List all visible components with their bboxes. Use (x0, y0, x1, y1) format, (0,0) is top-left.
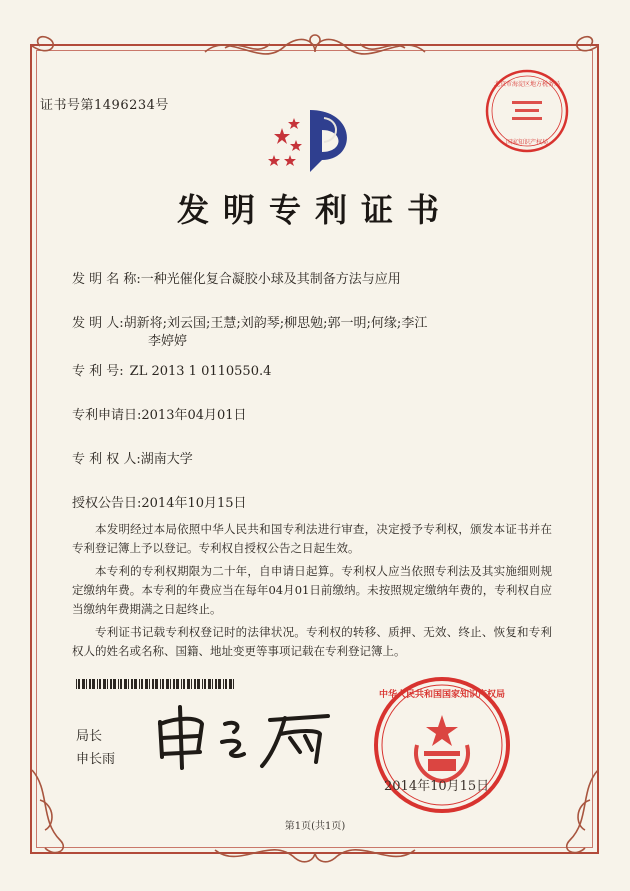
patent-number-value: ZL 2013 1 0110550.4 (129, 364, 272, 379)
body-paragraph: 本发明经过本局依照中华人民共和国专利法进行审查，决定授予专利权，颁发本证书并在专利登记簿上予以登记。专利权自授权公告之日起生效。 (72, 522, 552, 555)
invention-name-label: 发 明 名 称: (72, 272, 141, 287)
invention-name-row (72, 268, 401, 287)
patent-number-label: 专 利 号: (72, 364, 124, 379)
director-name: 申长雨 (76, 752, 116, 767)
body-paragraph: 本专利的专利权期限为二十年，自申请日起算。专利权人应当依照专利法及其实施细则规定缴纳年费。本专利的年费应当在每年04月01日前缴纳。未按照规定缴纳年费的，专利权自应当缴纳年费期满之日起终止。 (72, 564, 552, 616)
inventor-value-line2: 李婷婷 (148, 334, 188, 349)
patentee-value: 湖南大学 (140, 452, 193, 467)
page-footer: 第1页(共1页) (284, 821, 346, 832)
patentee-row (72, 448, 193, 467)
certificate-body (72, 520, 552, 661)
application-date-label: 专利申请日: (72, 408, 142, 423)
application-date-value: 2013年04月01日 (141, 408, 247, 423)
patentee-label: 专 利 权 人: (72, 452, 141, 467)
patent-number-row (72, 360, 271, 379)
director-title: 局长 (76, 729, 103, 744)
national-emblem-seal-icon (372, 675, 512, 815)
svg-text:北京市海淀区地方税务局: 北京市海淀区地方税务局 (493, 81, 561, 88)
svg-text:中华人民共和国国家知识产权局: 中华人民共和国国家知识产权局 (378, 690, 506, 700)
barcode (76, 679, 236, 689)
inventor-value-line1: 胡新将;刘云国;王慧;刘韵琴;柳思勉;郭一明;何缘;李江 (123, 316, 428, 331)
grant-date-value: 2014年10月15日 (141, 496, 247, 511)
grant-date-row (72, 492, 247, 511)
stamp-date: 2014年10月15日 (384, 779, 490, 794)
body-paragraph: 专利证书记载专利权登记时的法律状况。专利权的转移、质押、无效、终止、恢复和专利权人的姓名或名称、国籍、地址变更等事项记载在专利登记簿上。 (72, 625, 552, 658)
svg-text:国家知识产权局: 国家知识产权局 (505, 139, 549, 146)
grant-date-label: 授权公告日: (72, 496, 142, 511)
inventor-row (72, 312, 427, 331)
handwritten-signature (150, 702, 340, 772)
invention-name-value: 一种光催化复合凝胶小球及其制备方法与应用 (140, 272, 401, 287)
application-date-row (72, 404, 247, 423)
inventor-label: 发 明 人: (72, 316, 124, 331)
document-title: 发明专利证书 (176, 191, 453, 229)
agency-seal-icon (482, 66, 572, 156)
certificate-number: 证书号第1496234号 (40, 98, 169, 113)
sipo-logo-icon (262, 100, 362, 180)
